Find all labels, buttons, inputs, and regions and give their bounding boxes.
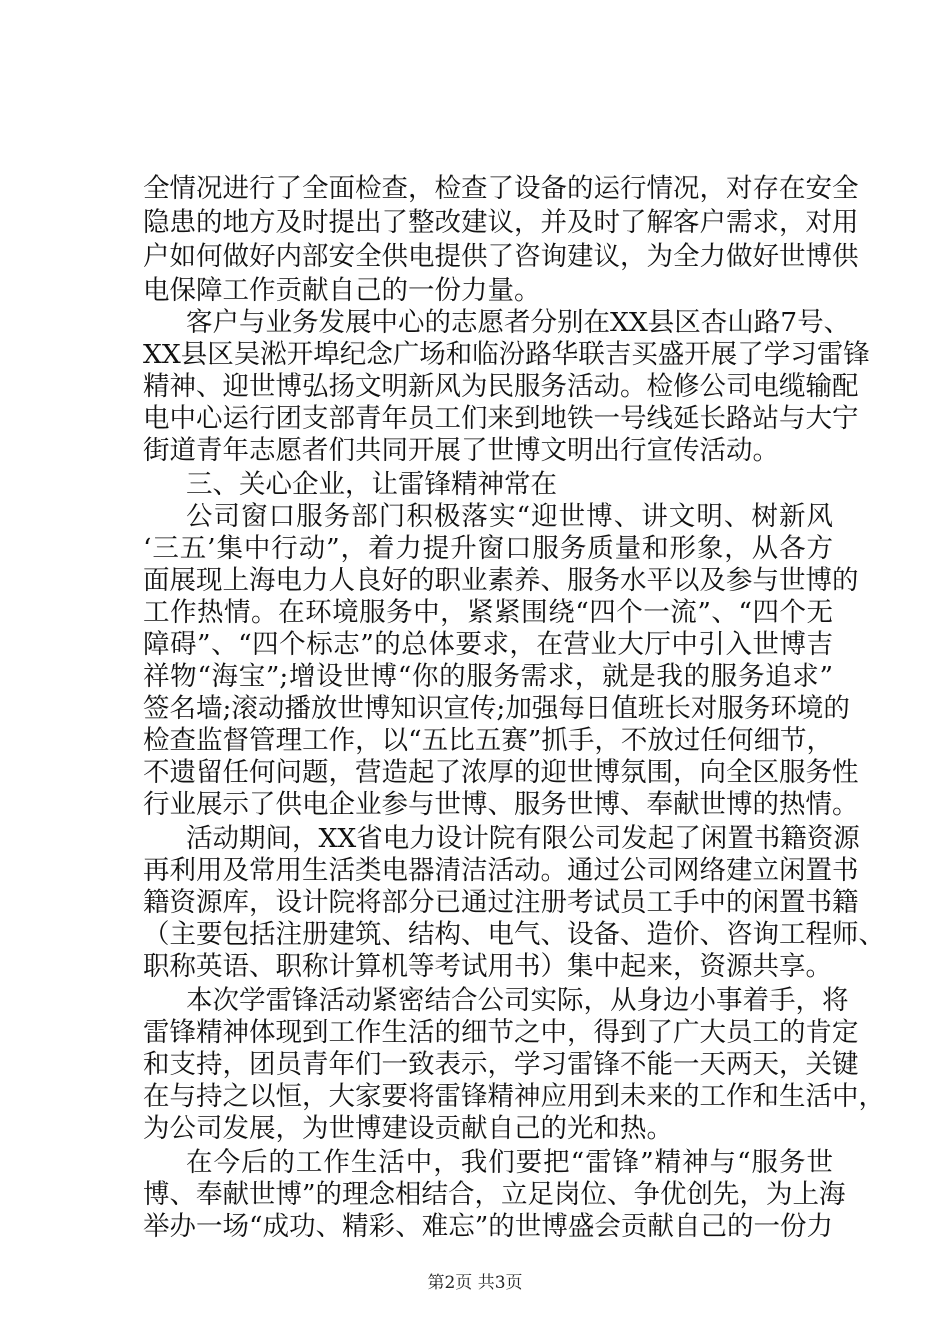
body-text-line: 签名墙;滚动播放世博知识宣传;加强每日值班长对服务环境的 xyxy=(143,693,850,724)
body-text-line: 隐患的地方及时提出了整改建议，并及时了解客户需求，对用 xyxy=(143,207,859,238)
body-text-line: 祥物“海宝”;增设世博“你的服务需求，就是我的服务追求” xyxy=(143,661,833,692)
body-text-line: 面展现上海电力人良好的职业素养、服务水平以及参与世博的 xyxy=(143,565,859,596)
body-text-line: 不遗留任何问题，营造起了浓厚的迎世博氛围，向全区服务性 xyxy=(143,757,859,788)
section-heading: 三、关心企业，让雷锋精神常在 xyxy=(186,469,557,500)
body-text-line: 行业展示了供电企业参与世博、服务世博、奉献世博的热情。 xyxy=(143,789,859,820)
paragraph-first-line: 活动期间，XX省电力设计院有限公司发起了闲置书籍资源 xyxy=(186,823,860,854)
page-number-footer: 第2页 共3页 xyxy=(427,1273,523,1293)
body-text-line: 户如何做好内部安全供电提供了咨询建议，为全力做好世博供 xyxy=(143,241,859,272)
body-text-line: 在与持之以恒，大家要将雷锋精神应用到未来的工作和生活中， xyxy=(143,1081,885,1112)
paragraph-first-line: 在今后的工作生活中，我们要把“雷锋”精神与“服务世 xyxy=(186,1147,833,1178)
body-text-line: 电中心运行团支部青年员工们来到地铁一号线延长路站与大宁 xyxy=(143,403,859,434)
body-text-line: 和支持，团员青年们一致表示，学习雷锋不能一天两天，关键 xyxy=(143,1049,859,1080)
paragraph-first-line: 客户与业务发展中心的志愿者分别在XX县区杏山路7号、 xyxy=(186,307,851,338)
body-text-line: 全情况进行了全面检查，检查了设备的运行情况，对存在安全 xyxy=(143,173,859,204)
body-text-line: 检查监督管理工作，以“五比五赛”抓手，不放过任何细节， xyxy=(143,725,833,756)
body-text-line: ‘三五’集中行动”，着力提升窗口服务质量和形象，从各方 xyxy=(143,533,833,564)
body-text-line: 再利用及常用生活类电器清洁活动。通过公司网络建立闲置书 xyxy=(143,855,859,886)
body-text-line: 电保障工作贡献自己的一份力量。 xyxy=(143,275,541,306)
body-text-line: 籍资源库，设计院将部分已通过注册考试员工手中的闲置书籍 xyxy=(143,887,859,918)
body-text-line: 工作热情。在环境服务中，紧紧围绕“四个一流”、“四个无 xyxy=(143,597,833,628)
paragraph-first-line: 本次学雷锋活动紧密结合公司实际，从身边小事着手，将 xyxy=(186,985,849,1016)
body-text-line: 职称英语、职称计算机等考试用书）集中起来，资源共享。 xyxy=(143,951,832,982)
paragraph-first-line: 公司窗口服务部门积极落实“迎世博、讲文明、树新风 xyxy=(186,501,833,532)
body-text-line: 街道青年志愿者们共同开展了世博文明出行宣传活动。 xyxy=(143,435,779,466)
body-text-line: 博、奉献世博”的理念相结合，立足岗位、争优创先，为上海 xyxy=(143,1179,846,1210)
body-text-line: 为公司发展，为世博建设贡献自己的光和热。 xyxy=(143,1113,673,1144)
body-text-line: 精神、迎世博弘扬文明新风为民服务活动。检修公司电缆输配 xyxy=(143,371,859,402)
body-text-line: （主要包括注册建筑、结构、电气、设备、造价、咨询工程师、 xyxy=(143,919,885,950)
body-text-line: 障碍”、“四个标志”的总体要求，在营业大厅中引入世博吉 xyxy=(143,629,833,660)
body-text-line: 举办一场“成功、精彩、难忘”的世博盛会贡献自己的一份力 xyxy=(143,1211,833,1242)
body-text-line: 雷锋精神体现到工作生活的细节之中，得到了广大员工的肯定 xyxy=(143,1017,859,1048)
body-text-line: XX县区吴淞开埠纪念广场和临汾路华联吉买盛开展了学习雷锋 xyxy=(143,339,870,370)
